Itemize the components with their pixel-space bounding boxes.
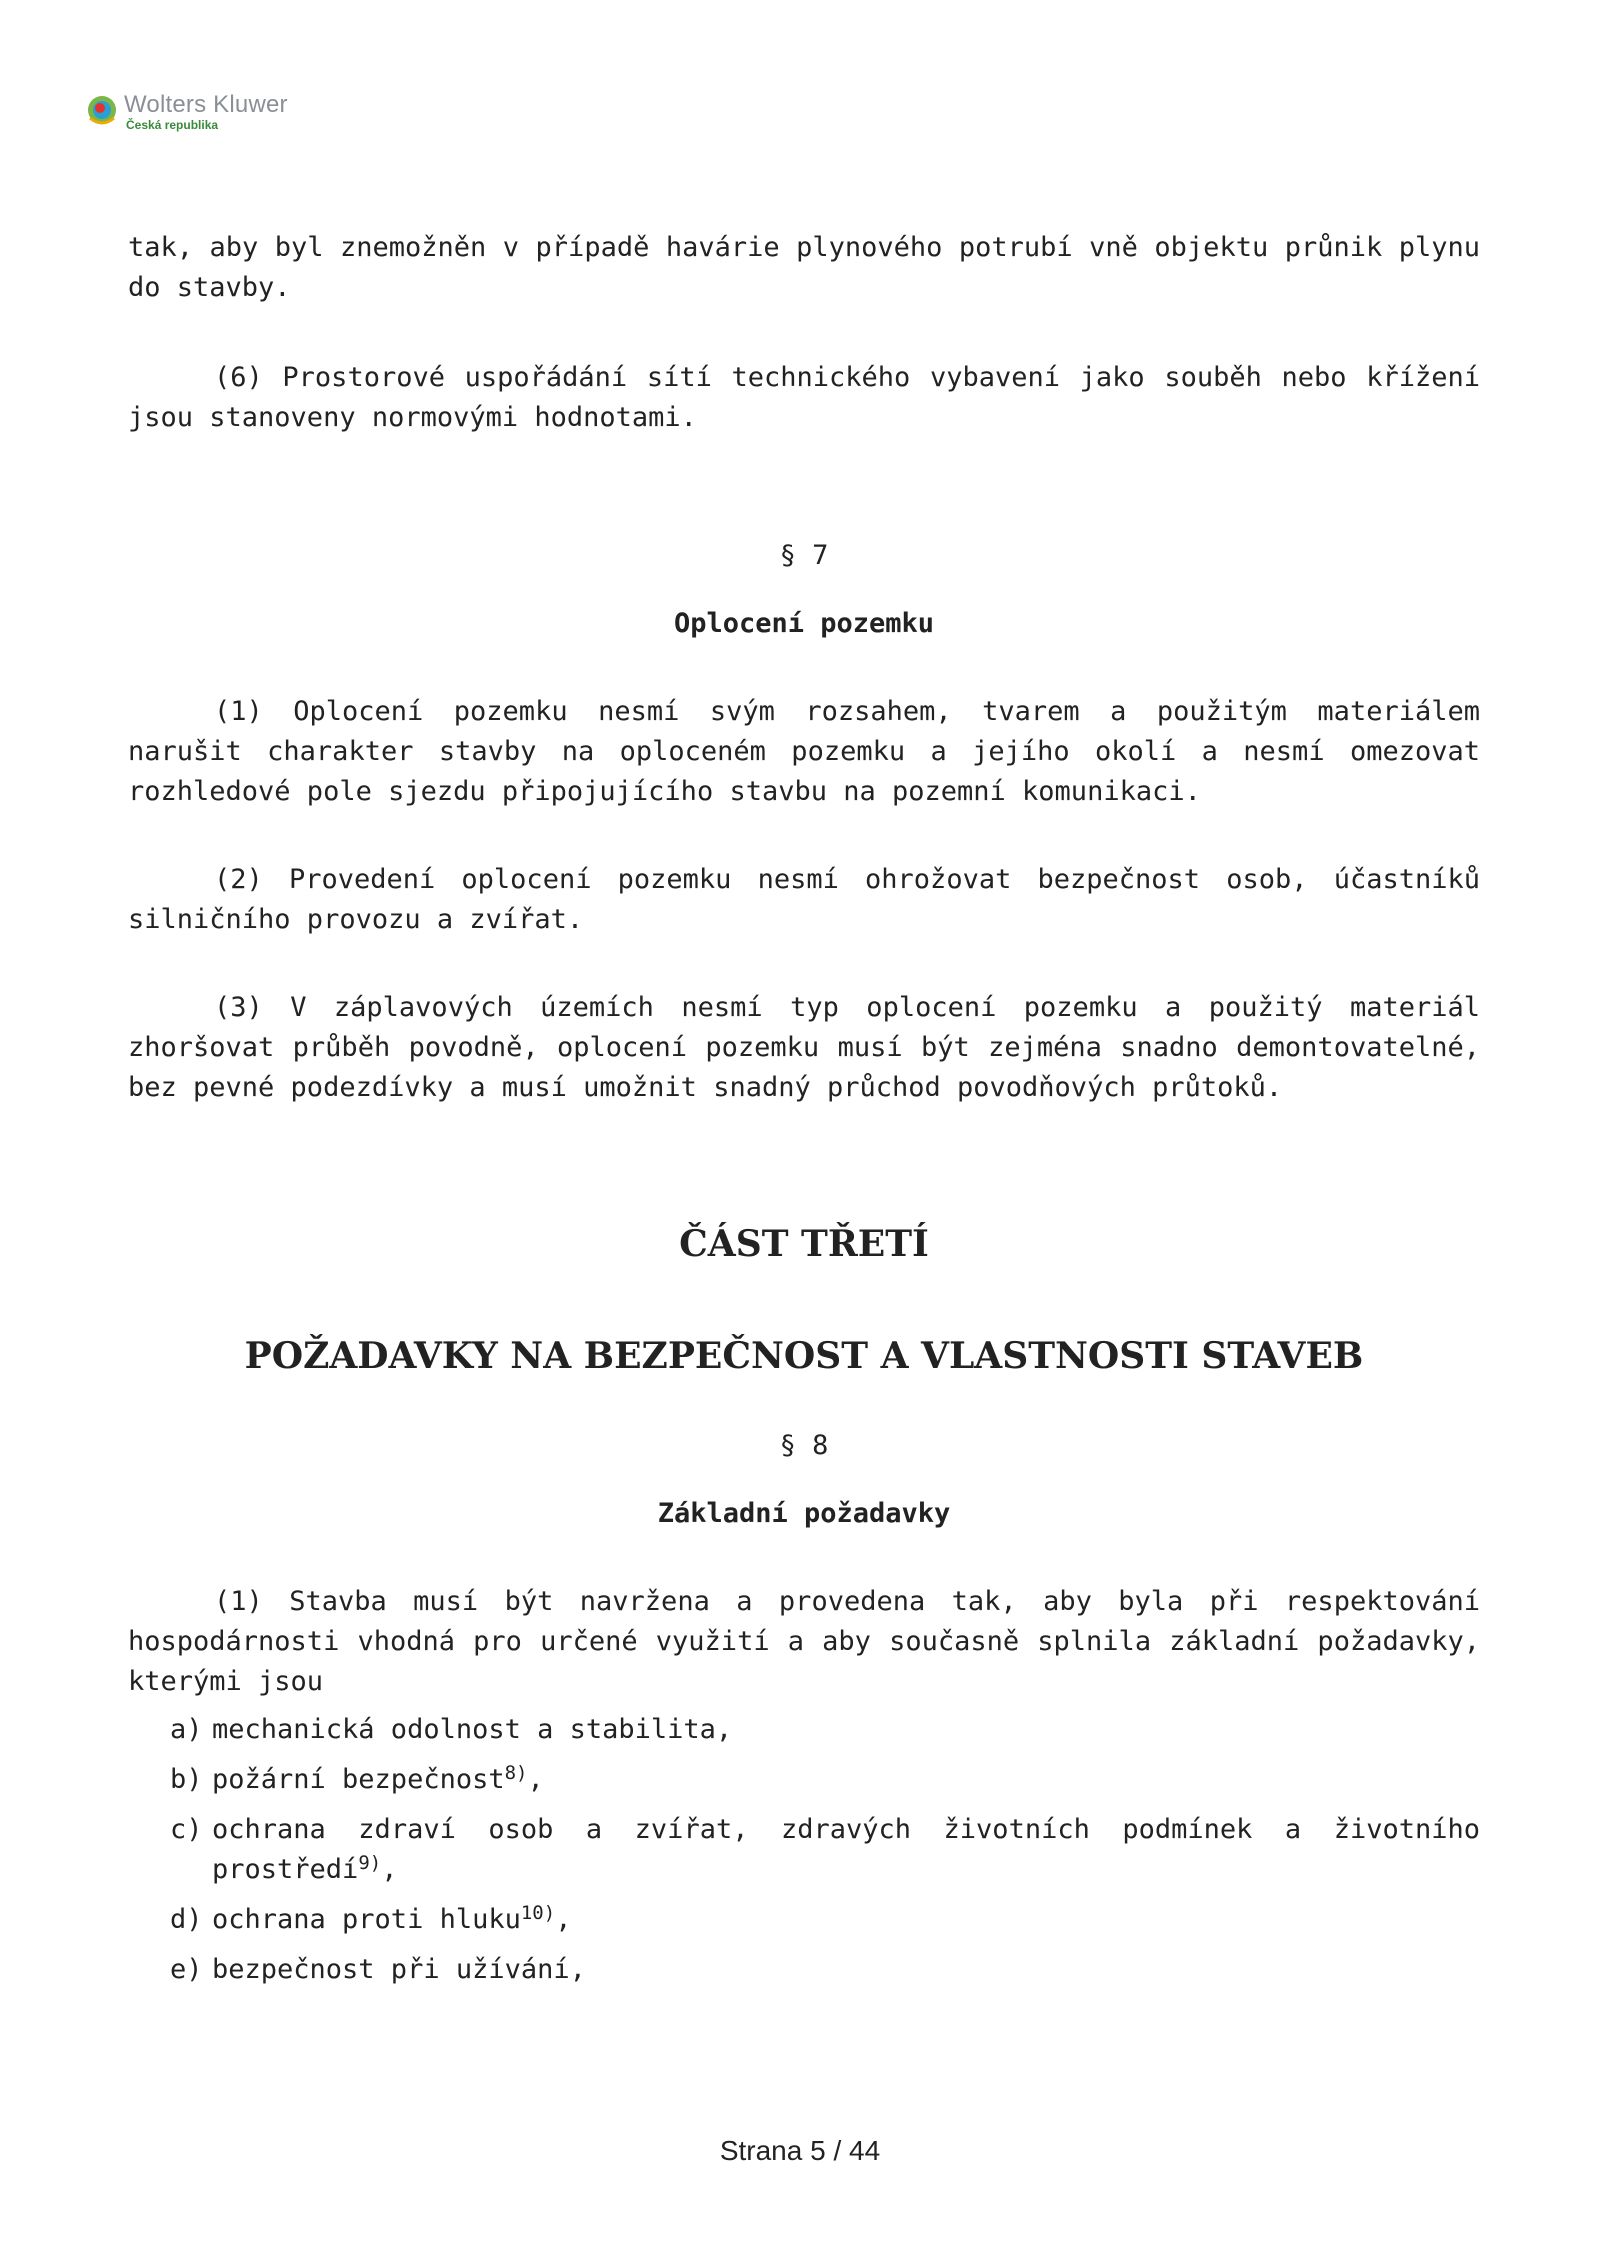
page-number: Strana 5 / 44	[719, 2135, 881, 2166]
section-7-paragraph-3: (3) V záplavových územích nesmí typ oplocení pozemku a použitý materiál zhoršovat průběh povodně, oplocení pozemku musí být zejména snadno demontovatelné, bez pevné podezdívky a musí umožnit snadný průchod povodňových průtoků.	[128, 992, 1480, 1103]
list-item-text: bezpečnost při užívání,	[212, 1954, 586, 1985]
requirements-list	[170, 1710, 1480, 1990]
section-title-7: Oplocení pozemku	[673, 608, 935, 639]
list-item-letter: b)	[170, 1764, 203, 1795]
wolters-kluwer-globe-icon	[86, 94, 118, 126]
list-item-text: ochrana proti hluku$^{10)}$,	[212, 1902, 572, 1935]
publisher-logo	[86, 92, 288, 132]
footnote-ref: 8)	[504, 1762, 528, 1784]
list-item-letter: e)	[170, 1954, 203, 1985]
paragraph-6: (6) Prostorové uspořádání sítí technického vybavení jako souběh nebo křížení jsou stanoveny normovými hodnotami.	[128, 362, 1480, 433]
list-item-text: ochrana zdraví osob a zvířat, zdravých životních podmínek a životního prostředí$^{9)}$,	[212, 1814, 1480, 1885]
section-7-paragraph-2: (2) Provedení oplocení pozemku nesmí ohrožovat bezpečnost osob, účastníků silničního provozu a zvířat.	[128, 864, 1480, 935]
list-item	[170, 1760, 1480, 1800]
list-item-letter: d)	[170, 1904, 203, 1935]
section-number-7: § 7	[779, 540, 829, 571]
section-number-8: § 8	[779, 1430, 829, 1461]
logo-subtitle: Česká republika	[126, 118, 219, 132]
logo-name: Wolters Kluwer	[124, 91, 288, 118]
list-item-letter: c)	[170, 1814, 203, 1845]
list-item-text: mechanická odolnost a stabilita,	[212, 1714, 733, 1745]
part-title: ČÁST TŘETÍ	[679, 1223, 929, 1265]
section-7-paragraph-1: (1) Oplocení pozemku nesmí svým rozsahem, tvarem a použitým materiálem narušit charakter stavby na oploceném pozemku a jejího okolí a nesmí omezovat rozhledové pole sjezdu připojujícího stavbu na pozemní komunikaci.	[128, 696, 1480, 807]
paragraph-continuation: tak, aby byl znemožněn v případě havárie plynového potrubí vně objektu průnik plynu do stavby.	[128, 232, 1480, 303]
list-item	[170, 1900, 1480, 1940]
list-item	[170, 1810, 1480, 1890]
list-item-text: požární bezpečnost$^{8)}$,	[212, 1762, 544, 1795]
list-item-letter: a)	[170, 1714, 203, 1745]
section-title-8: Základní požadavky	[657, 1498, 951, 1529]
document-body	[128, 228, 1480, 2000]
part-subtitle: POŽADAVKY NA BEZPEČNOST A VLASTNOSTI STAVEB	[244, 1335, 1364, 1377]
list-item	[170, 1950, 1480, 1990]
footnote-ref: 9)	[358, 1852, 382, 1874]
section-8-paragraph-1: (1) Stavba musí být navržena a provedena tak, aby byla při respektování hospodárnosti vhodná pro určené využití a aby současně splnila základní požadavky, kterými jsou	[128, 1586, 1480, 1697]
footnote-ref: 10)	[520, 1902, 556, 1924]
list-item	[170, 1710, 1480, 1750]
